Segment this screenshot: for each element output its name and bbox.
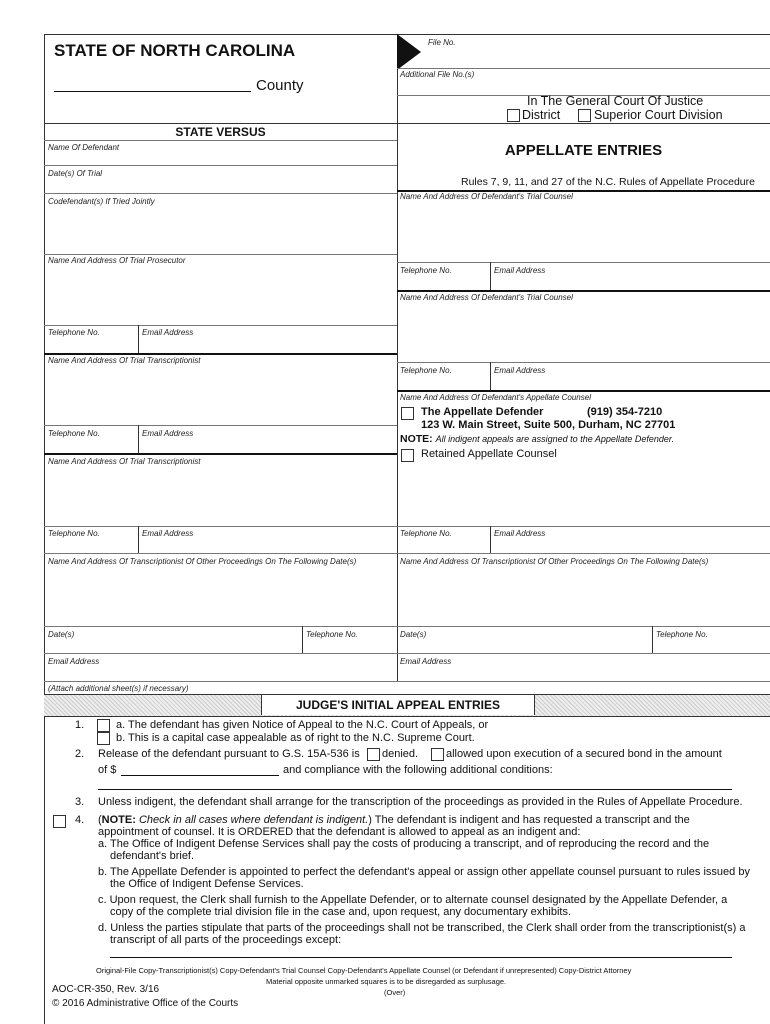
other-transcriptionist-label-left: Name And Address Of Transcriptionist Of Other Proceedings On The Following Date(s) [48, 557, 357, 566]
divider [397, 68, 770, 69]
prosecutor-label: Name And Address Of Trial Prosecutor [48, 256, 186, 265]
transcriptionist-1-label: Name And Address Of Trial Transcriptionist [48, 356, 201, 365]
divider [44, 526, 397, 527]
item-4a-text: a. The Office of Indigent Defense Services shall pay the costs of producing a transcript, and of reproducing the record and the defendant's brief. [98, 838, 710, 862]
county-label: County [256, 77, 304, 94]
divider [490, 262, 491, 290]
divider [44, 254, 397, 255]
divider [652, 626, 653, 653]
divider [44, 165, 397, 166]
trial-counsel-2-label: Name And Address Of Defendant's Trial Counsel [400, 293, 573, 302]
court-label: In The General Court Of Justice [527, 94, 704, 108]
divider [44, 325, 397, 326]
form-title: APPELLATE ENTRIES [504, 142, 663, 159]
item-1a-checkbox[interactable] [97, 719, 110, 732]
defendant-name-label: Name Of Defendant [48, 143, 120, 152]
divider [44, 626, 770, 627]
trial-counsel-label: Name And Address Of Defendant's Trial Counsel [400, 192, 573, 201]
retained-counsel-checkbox[interactable] [401, 449, 414, 462]
divider [397, 390, 770, 392]
divider [138, 425, 139, 453]
superior-label: Superior Court Division [594, 108, 723, 122]
divider [44, 353, 397, 355]
paren: ( [98, 814, 102, 826]
other-dates-label-right: Date(s) [400, 630, 427, 639]
item-4b-text: b. The Appellate Defender is appointed to perfect the defendant's appeal or assign other appellate counsel pursuant to rules issued by the Office of Indigent Defense Services. [98, 866, 750, 890]
appellate-defender-name: The Appellate Defender [421, 406, 544, 418]
divider [44, 453, 397, 455]
transcriptionist-1-telephone-label: Telephone No. [48, 429, 100, 438]
divider [44, 140, 397, 141]
divider [44, 653, 770, 654]
release-allowed-checkbox[interactable] [431, 748, 444, 761]
divider [44, 123, 770, 124]
file-no-field[interactable] [420, 48, 760, 66]
rules-reference: Rules 7, 9, 11, and 27 of the N.C. Rules of Appellate Procedure [461, 176, 755, 188]
trial-counsel-2-email-label: Email Address [494, 366, 546, 375]
item-1b-text: b. This is a capital case appealable as of right to the N.C. Supreme Court. [116, 732, 475, 744]
item-3-number: 3. [75, 796, 85, 808]
release-denied-label: denied. [382, 748, 419, 760]
state-title: STATE OF NORTH CAROLINA [54, 41, 296, 60]
bond-amount-prefix: of $ [98, 764, 117, 776]
item-4-body: ) The defendant is indigent and has requested a transcript and the appointment of counsel. It is ORDERED that the defendant is allowed to appeal as an indigent and: [98, 814, 690, 838]
retained-counsel-label: Retained Appellate Counsel [421, 448, 557, 460]
divider [44, 553, 770, 554]
divider [44, 681, 770, 682]
release-denied-checkbox[interactable] [367, 748, 380, 761]
other-dates-label-left: Date(s) [48, 630, 75, 639]
form-number: AOC-CR-350, Rev. 3/16 [52, 984, 160, 995]
item-1a-text: a. The defendant has given Notice of Appeal to the N.C. Court of Appeals, or [116, 719, 489, 731]
note-text: All indigent appeals are assigned to the Appellate Defender. [435, 434, 675, 444]
appellate-counsel-telephone-label: Telephone No. [400, 529, 452, 538]
judge-section-heading: JUDGE'S INITIAL APPEAL ENTRIES [261, 695, 535, 715]
codefendants-label: Codefendant(s) If Tried Jointly [48, 197, 155, 206]
conditions-field[interactable] [98, 789, 732, 790]
divider [302, 626, 303, 653]
trial-counsel-2-telephone-label: Telephone No. [400, 366, 452, 375]
item-4-checkbox[interactable] [53, 815, 66, 828]
divider [138, 526, 139, 553]
other-transcriptionist-label-right: Name And Address Of Transcriptionist Of Other Proceedings On The Following Date(s) [400, 557, 709, 566]
copy-distribution: Original-File Copy-Transcriptionist(s) Copy-Defendant's Trial Counsel Copy-Defendant's Appellate Counsel (or Defendant if unrepresented) Copy-District Attorney [96, 966, 632, 975]
appellate-defender-address: 123 W. Main Street, Suite 500, Durham, NC 27701 [421, 419, 676, 431]
file-no-label: File No. [428, 38, 456, 47]
additional-file-no-label: Additional File No.(s) [400, 70, 475, 79]
divider [138, 325, 139, 353]
bond-amount-field[interactable] [121, 775, 279, 776]
item-2-text: Release of the defendant pursuant to G.S. 15A-536 is [98, 748, 360, 760]
bond-conditions-text: and compliance with the following additional conditions: [283, 764, 553, 776]
surplusage-note: Material opposite unmarked squares is to be disregarded as surplusage. [266, 977, 507, 986]
district-checkbox[interactable] [507, 109, 520, 122]
state-versus-heading: STATE VERSUS [175, 125, 266, 139]
other-email-label-right: Email Address [400, 657, 452, 666]
divider [397, 262, 770, 263]
frame-left [44, 34, 45, 1024]
item-1-number: 1. [75, 719, 85, 731]
note-label: NOTE: [400, 433, 433, 445]
appellate-defender-phone: (919) 354-7210 [587, 406, 663, 418]
item-4c-text: c. Upon request, the Clerk shall furnish to the Appellate Defender, or to alternate counsel designated by the Appellate Defender, a copy of the complete trial division file in the case and, upon request, any documentary exhibits. [98, 894, 728, 918]
copyright: © 2016 Administrative Office of the Courts [52, 998, 239, 1009]
transcriptionist-2-email-label: Email Address [142, 529, 194, 538]
county-line[interactable] [54, 91, 251, 92]
trial-counsel-1-telephone-label: Telephone No. [400, 266, 452, 275]
divider [397, 290, 770, 292]
transcriptionist-1-email-label: Email Address [142, 429, 194, 438]
other-email-label-left: Email Address [48, 657, 100, 666]
item-4-text [98, 814, 738, 838]
over-note: (Over) [384, 988, 406, 997]
item-4-number: 4. [75, 814, 85, 826]
attach-note: (Attach additional sheet(s) if necessary) [48, 684, 189, 693]
transcriptionist-2-label: Name And Address Of Trial Transcriptionist [48, 457, 201, 466]
appellate-counsel-email-label: Email Address [494, 529, 546, 538]
exceptions-field[interactable] [110, 957, 732, 958]
appellate-counsel-label: Name And Address Of Defendant's Appellate Counsel [400, 393, 591, 402]
appellate-note [400, 433, 674, 445]
divider [44, 425, 397, 426]
divider [490, 362, 491, 390]
arrow-marker-icon [397, 34, 421, 70]
divider [397, 362, 770, 363]
item-2-number: 2. [75, 748, 85, 760]
other-telephone-label-right: Telephone No. [656, 630, 708, 639]
release-allowed-label: allowed upon execution of a secured bond in the amount [446, 748, 722, 760]
superior-checkbox[interactable] [578, 109, 591, 122]
district-label: District [522, 108, 561, 122]
item-1b-checkbox[interactable] [97, 732, 110, 745]
appellate-defender-checkbox[interactable] [401, 407, 414, 420]
other-telephone-label-left: Telephone No. [306, 630, 358, 639]
item-3-text: Unless indigent, the defendant shall arrange for the transcription of the proceedings as provided in the Rules of Appellate Procedure. [98, 796, 743, 808]
prosecutor-telephone-label: Telephone No. [48, 328, 100, 337]
divider [44, 193, 397, 194]
column-divider [397, 34, 398, 682]
note-label: NOTE: [101, 814, 136, 826]
divider [397, 526, 770, 527]
prosecutor-email-label: Email Address [142, 328, 194, 337]
divider [490, 526, 491, 553]
transcriptionist-2-telephone-label: Telephone No. [48, 529, 100, 538]
trial-dates-label: Date(s) Of Trial [48, 169, 103, 178]
note-text: Check in all cases where defendant is indigent. [138, 814, 369, 826]
trial-counsel-1-email-label: Email Address [494, 266, 546, 275]
item-4d-text: d. Unless the parties stipulate that parts of the proceedings shall not be transcribed, the Clerk shall order from the transcriptionist(s) a transcript of all parts of the proceedings except: [98, 922, 746, 946]
